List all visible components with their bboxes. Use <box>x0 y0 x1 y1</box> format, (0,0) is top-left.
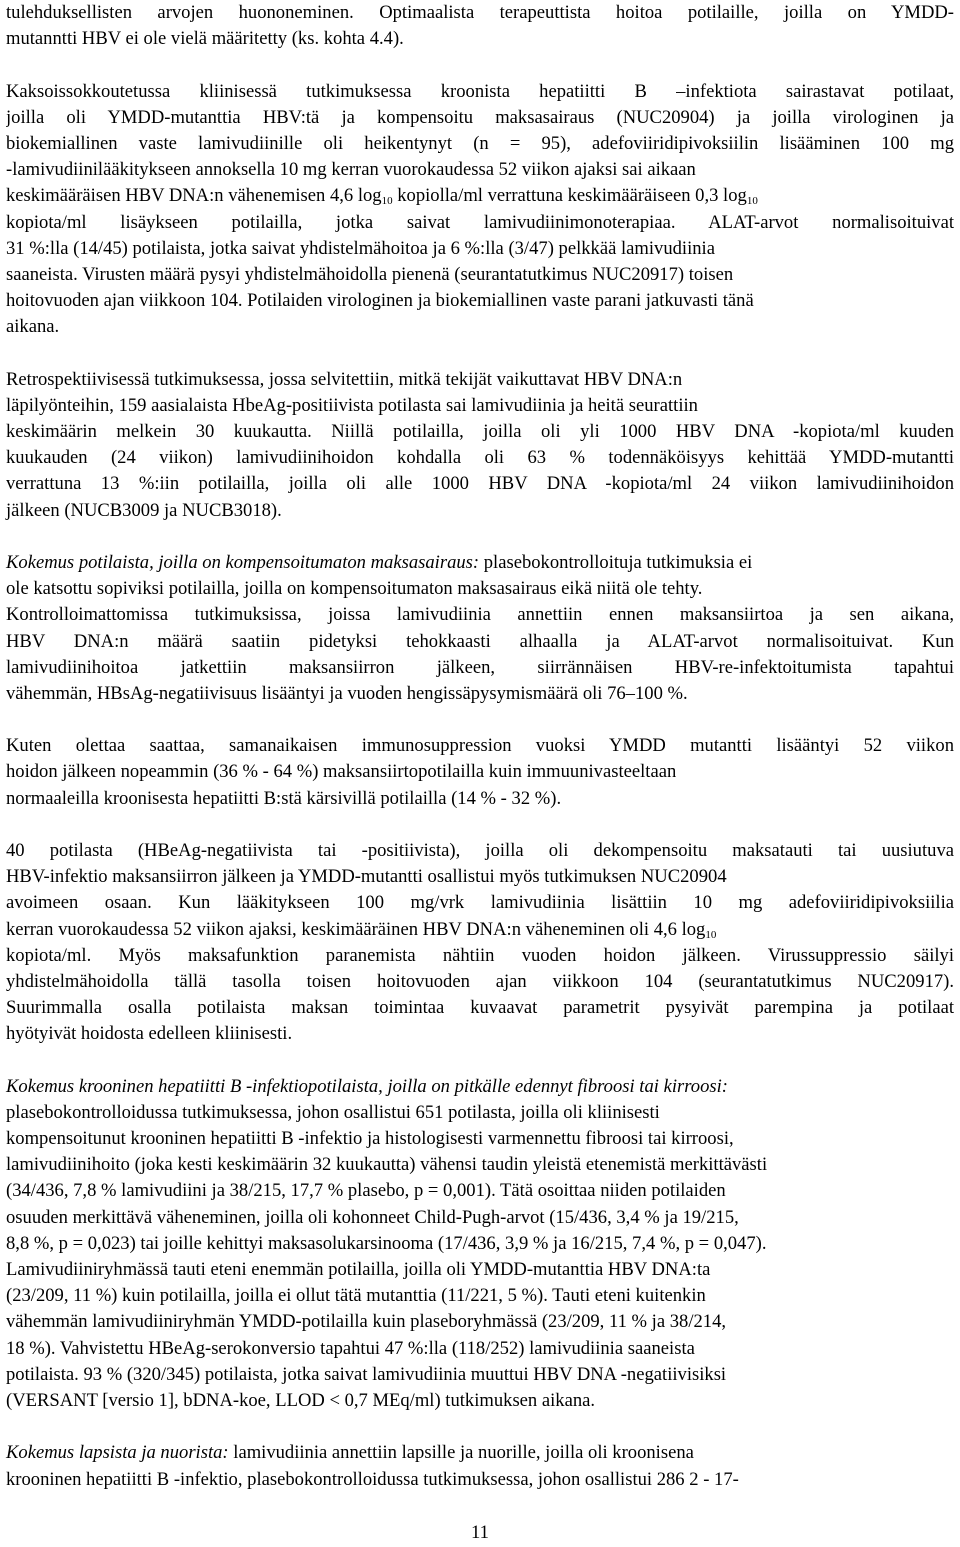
text-line <box>6 943 954 969</box>
text-line <box>6 0 954 26</box>
paragraph-decompensated <box>6 550 954 707</box>
text-run: ole katsottu sopiviksi potilailla, joilla on kompensoitumaton maksasairaus eikä niitä ole tehty. <box>6 578 703 600</box>
text-run: vähemmän lamivudiiniryhmän YMDD-potilailla kuin plaseboryhmässä (23/209, 11 % ja 38/214, <box>6 1311 727 1333</box>
text-line <box>6 131 954 157</box>
text-line <box>6 1440 954 1466</box>
subscript: 10 <box>705 928 717 941</box>
text-line <box>6 157 954 183</box>
text-run: lamivudiinia annettiin lapsille ja nuorille, joilla oli kroonisena <box>228 1442 694 1464</box>
text-line <box>6 1205 954 1231</box>
text-line <box>6 498 954 524</box>
text-run: (34/436, 7,8 % lamivudiini ja 38/215, 17,7 % plasebo, p = 0,001). Tätä osoittaa niiden potilaiden <box>6 1180 726 1202</box>
text-line <box>6 183 954 209</box>
text-line <box>6 550 954 576</box>
text-run: krooninen hepatiitti B -infektio, plasebokontrolloidussa tutkimuksessa, johon osallistui 286 2 - 17- <box>6 1468 739 1490</box>
text-run: keskimäärin melkein 30 kuukautta. Niillä potilailla, joilla oli yli 1000 HBV DNA -kopiota/ml kuuden <box>6 421 954 442</box>
text-line <box>6 733 954 759</box>
text-run: 40 potilasta (HBeAg-negatiivista tai -positiivista), joilla oli dekompensoitu maksatauti tai uusiutuva <box>6 840 954 861</box>
text-run: HBV DNA:n määrä saatiin pidetyksi tehokkaasti alhaalla ja ALAT-arvot normalisoituivat. Kun <box>6 630 954 652</box>
text-run: 31 %:lla (14/45) potilaista, jotka saivat yhdistelmähoitoa ja 6 %:lla (3/47) pelkkää lamivudiinia <box>6 237 715 259</box>
text-run: avoimeen osaan. Kun lääkitykseen 100 mg/vrk lamivudiinia lisättiin 10 mg adefoviiridipivoksiilia <box>6 892 954 914</box>
text-line <box>6 576 954 602</box>
text-line <box>6 1336 954 1362</box>
text-run: kuukauden (24 viikon) lamivudiinihoidon kohdalla oli 63 % todennäköisyys kehittää YMDD-mutantti <box>6 447 954 469</box>
text-line <box>6 1231 954 1257</box>
paragraph-children <box>6 1440 954 1492</box>
text-line <box>6 26 954 52</box>
text-line <box>6 1283 954 1309</box>
text-line <box>6 1021 954 1047</box>
text-line <box>6 1100 954 1126</box>
text-line <box>6 393 954 419</box>
text-line <box>6 1126 954 1152</box>
text-run: keskimääräisen HBV DNA:n vähenemisen 4,6 log <box>6 185 382 207</box>
text-run: lamivudiinihoito (joka kesti keskimäärin 32 kuukautta) vähensi taudin yleistä etenemistä merkittävästi <box>6 1154 768 1176</box>
text-run: mutanntti HBV ei ole vielä määritetty (ks. kohta 4.4). <box>6 28 404 50</box>
text-line <box>6 995 954 1021</box>
text-line <box>6 1388 954 1414</box>
paragraph-forty-patients <box>6 838 954 1048</box>
text-run: kopiota/ml lisäykseen potilailla, jotka saivat lamivudiinimonoterapiaa. ALAT-arvot normalisoituivat <box>6 211 954 233</box>
text-line <box>6 419 954 445</box>
document-page <box>6 0 954 1493</box>
text-line <box>6 1074 954 1100</box>
text-run: normaaleilla kroonisesta hepatiitti B:stä kärsivillä potilailla (14 % - 32 %). <box>6 787 562 809</box>
text-line <box>6 262 954 288</box>
text-line <box>6 969 954 995</box>
text-line <box>6 1309 954 1335</box>
text-line <box>6 1467 954 1493</box>
paragraph-retrospective <box>6 367 954 524</box>
text-line <box>6 210 954 236</box>
text-run: lamivudiinihoitoa jatkettiin maksansiirron jälkeen, siirrännäisen HBV-re-infektoitumista tapahtui <box>6 656 954 678</box>
text-line <box>6 79 954 105</box>
text-line <box>6 864 954 890</box>
page-number: 11 <box>471 1522 489 1543</box>
text-line <box>6 471 954 497</box>
text-line <box>6 445 954 471</box>
text-run: hoitovuoden ajan viikkoon 104. Potilaiden virologinen ja biokemiallinen vaste parani jatkuvasti tänä <box>6 290 754 312</box>
text-run: kerran vuorokaudessa 52 viikon ajaksi, keskimääräinen HBV DNA:n väheneminen oli 4,6 log <box>6 918 706 940</box>
text-line <box>6 890 954 916</box>
text-line <box>6 838 954 864</box>
text-run: saaneista. Virusten määrä pysyi yhdistelmähoidolla pienenä (seurantatutkimus NUC20917) toisen <box>6 263 734 285</box>
text-line <box>6 1257 954 1283</box>
text-line <box>6 786 954 812</box>
text-run: Kuten olettaa saattaa, samanaikaisen immunosuppression vuoksi YMDD mutantti lisääntyi 52 viikon <box>6 735 954 757</box>
text-run: aikana. <box>6 316 60 338</box>
section-heading: Kokemus krooninen hepatiitti B -infektiopotilaista, joilla on pitkälle edennyt fibroosi tai kirroosi: <box>6 1075 728 1097</box>
text-run: kompensoitunut krooninen hepatiitti B -infektio ja histologisesti varmennettu fibroosi tai kirroosi, <box>6 1128 734 1150</box>
section-heading: Kokemus lapsista ja nuorista: <box>6 1442 229 1464</box>
section-heading: Kokemus potilaista, joilla on kompensoitumaton maksasairaus: <box>6 551 480 573</box>
text-run: hyötyivät hoidosta edelleen kliinisesti. <box>6 1023 293 1045</box>
text-run: verrattuna 13 %:iin potilailla, joilla oli alle 1000 HBV DNA -kopiota/ml 24 viikon lamivudiinihoidon <box>6 473 954 495</box>
text-line <box>6 367 954 393</box>
text-line <box>6 681 954 707</box>
text-line <box>6 105 954 131</box>
text-run: hoidon jälkeen nopeammin (36 % - 64 %) maksansiirtopotilailla kuin immuunivasteeltaan <box>6 761 677 783</box>
paragraph-fibrosis <box>6 1074 954 1414</box>
text-run: läpilyönteihin, 159 aasialaista HbeAg-positiivista potilasta sai lamivudiinia ja heitä seurattiin <box>6 394 698 416</box>
text-run: Lamivudiiniryhmässä tauti eteni enemmän potilailla, joilla oli YMDD-mutanttia HBV DNA:ta <box>6 1259 711 1280</box>
text-run: Kaksoissokkoutetussa kliinisessä tutkimuksessa kroonista hepatiitti B –infektiota sairastavat potilaat, <box>6 80 954 102</box>
text-run: (VERSANT [versio 1], bDNA-koe, LLOD < 0,7 MEq/ml) tutkimuksen aikana. <box>6 1389 596 1411</box>
text-line <box>6 1178 954 1204</box>
text-run: HBV-infektio maksansiirron jälkeen ja YMDD-mutantti osallistui myös tutkimuksen NUC20904 <box>6 866 727 888</box>
text-line <box>6 759 954 785</box>
text-run: biokemiallinen vaste lamivudiinille oli heikentynyt (n = 95), adefoviiridipivoksiilin lisääminen 100 mg <box>6 132 954 154</box>
paragraph-compensated <box>6 79 954 341</box>
text-run: joilla oli YMDD-mutanttia HBV:tä ja kompensoitu maksasairaus (NUC20904) ja joilla virologinen ja <box>6 106 954 128</box>
text-run: plasebokontrolloidussa tutkimuksessa, johon osallistui 651 potilasta, joilla oli kliinisesti <box>6 1101 660 1123</box>
text-run: Retrospektiivisessä tutkimuksessa, jossa selvitettiin, mitkä tekijät vaikuttavat HBV DNA:n <box>6 368 683 390</box>
text-run: jälkeen (NUCB3009 ja NUCB3018). <box>6 499 282 521</box>
text-run: plasebokontrolloituja tutkimuksia ei <box>479 551 753 573</box>
text-line <box>6 236 954 262</box>
text-line <box>6 917 954 943</box>
text-run: kopiolla/ml verrattuna keskimääräiseen 0,3 log <box>392 185 747 207</box>
text-run: 18 %). Vahvistettu HBeAg-serokonversio tapahtui 47 %:lla (118/252) lamivudiinia saaneista <box>6 1337 695 1359</box>
text-line <box>6 314 954 340</box>
text-line <box>6 1362 954 1388</box>
text-run: -lamivudiinilääkitykseen annoksella 10 mg kerran vuorokaudessa 52 viikon ajaksi sai aikaan <box>6 159 696 181</box>
text-run: yhdistelmähoidolla tällä tasolla toisen hoitovuoden ajan viikkoon 104 (seurantatutkimus NUC20917). <box>6 970 954 992</box>
text-run: potilaista. 93 % (320/345) potilaista, jotka saivat lamivudiinia muuttui HBV DNA -negatiivisiksi <box>6 1363 727 1385</box>
text-run: (23/209, 11 %) kuin potilailla, joilla ei ollut tätä mutanttia (11/221, 5 %). Tauti eteni kuitenkin <box>6 1285 706 1307</box>
paragraph-immunosuppression <box>6 733 954 812</box>
text-run: osuuden merkittävä väheneminen, joilla oli kohonneet Child-Pugh-arvot (15/436, 3,4 % ja 19/215, <box>6 1206 739 1228</box>
text-run: 8,8 %, p = 0,023) tai joille kehittyi maksasolukarsinooma (17/436, 3,9 % ja 16/215, 7,4 %, p = 0,047). <box>6 1232 767 1254</box>
text-run: kopiota/ml. Myös maksafunktion paranemista nähtiin vuoden hoidon jälkeen. Virussuppressio säilyi <box>6 944 954 966</box>
text-line <box>6 602 954 628</box>
text-run: tulehduksellisten arvojen huononeminen. Optimaalista terapeuttista hoitoa potilaille, joilla on YMDD- <box>6 2 954 23</box>
subscript: 10 <box>746 195 758 208</box>
text-line <box>6 629 954 655</box>
text-line <box>6 1152 954 1178</box>
text-line <box>6 288 954 314</box>
text-run: Suurimmalla osalla potilaista maksan toimintaa kuvaavat parametrit pysyivät parempina ja potilaat <box>6 997 954 1019</box>
subscript: 10 <box>381 195 393 208</box>
text-run: vähemmän, HBsAg-negatiivisuus lisääntyi ja vuoden hengissäpysymismäärä oli 76–100 %. <box>6 682 688 704</box>
text-run: Kontrolloimattomissa tutkimuksissa, joissa lamivudiinia annettiin ennen maksansiirtoa ja sen aikana, <box>6 604 954 626</box>
text-line <box>6 655 954 681</box>
paragraph-intro <box>6 0 954 52</box>
